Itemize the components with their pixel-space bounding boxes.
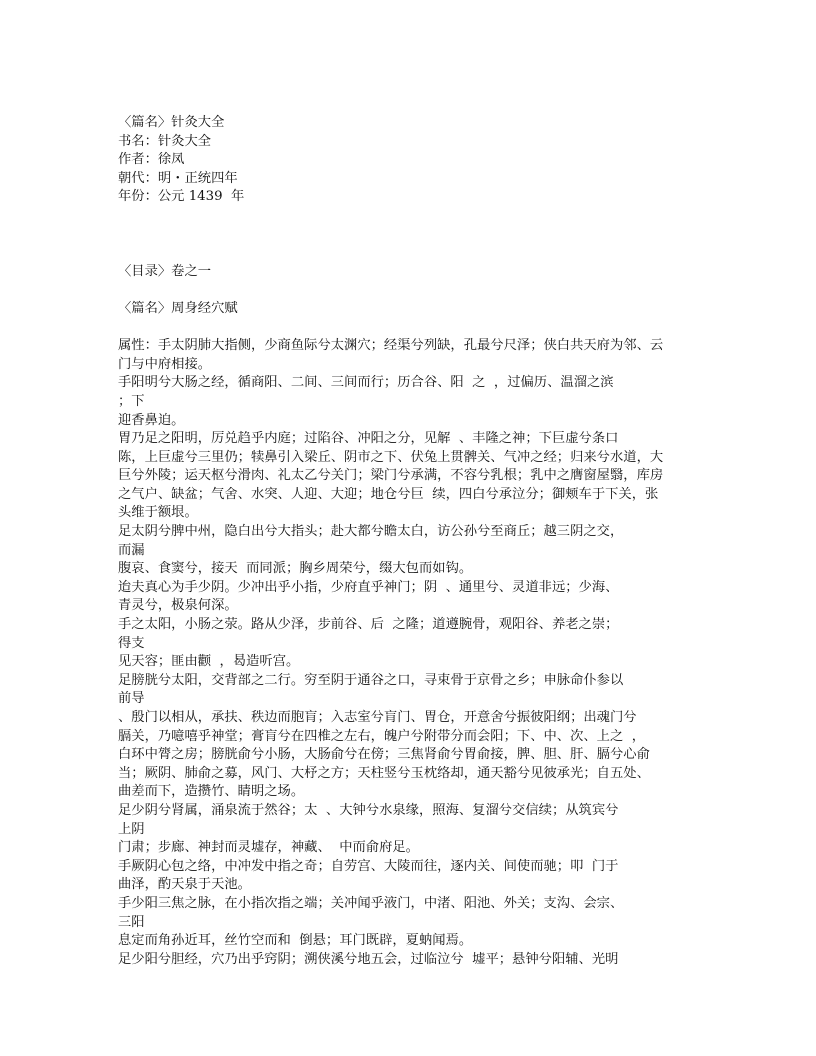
document-body bbox=[118, 114, 718, 969]
blank-line bbox=[118, 244, 718, 263]
blank-line bbox=[118, 319, 718, 338]
book-name: 书名：针灸大全 bbox=[118, 133, 212, 149]
text-line: 门与中府相接。 bbox=[118, 356, 212, 372]
text-line: 手阳明兮大肠之经，循商阳、二间、三间而行；历合谷、阳 之 ，过偏历、温溜之滨 bbox=[118, 375, 614, 391]
author: 作者：徐凤 bbox=[118, 152, 185, 168]
text-line: 白环中膂之房；膀胱俞兮小肠，大肠俞兮在傍；三焦肾俞兮胃俞接，脾、胆、肝、膈兮心俞 bbox=[118, 747, 650, 763]
text-line: 巨兮外陵；运天枢兮滑肉、礼太乙兮关门；梁门兮承满，不容兮乳根；乳中之膺窗屋翳，库房 bbox=[118, 468, 664, 484]
blank-line bbox=[118, 281, 718, 300]
body-text bbox=[118, 337, 718, 969]
text-line: 得支 bbox=[118, 635, 145, 651]
text-line: 足少阴兮肾属，涌泉流于然谷；太 、大钟兮水泉缘，照海、复溜兮交信续；从筑宾兮 bbox=[118, 802, 619, 818]
text-line: 息定而角孙近耳，丝竹空而和 倒悬；耳门既辟，夏蚋闻焉。 bbox=[118, 933, 473, 949]
text-line: 见天容；匪由颧 ，曷造听宫。 bbox=[118, 654, 300, 670]
text-line: 三阳 bbox=[118, 914, 145, 930]
text-line: 而漏 bbox=[118, 542, 145, 558]
text-line: 当；厥阴、肺俞之募，风门、大杼之方；天柱竖兮玉枕络却，通天豁兮见彼承光；自五处、 bbox=[118, 765, 650, 781]
year: 年份：公元 1439 年 bbox=[118, 189, 245, 205]
blank-line bbox=[118, 207, 718, 226]
text-line: 头维于额垠。 bbox=[118, 505, 198, 521]
text-line: 手之太阳，小肠之荥。路从少泽，步前谷、后 之隆；道遵腕骨，观阳谷、养老之崇； bbox=[118, 617, 619, 633]
text-line: 胃乃足之阳明，厉兑趋乎内庭；过陷谷、冲阳之分，见解 、丰隆之神；下巨虚兮条口 bbox=[118, 431, 619, 447]
text-line: 之气户、缺盆；气舍、水突、人迎、大迎；地仓兮巨 续，四白兮承泣分；御颊车于下关，张 bbox=[118, 486, 659, 502]
text-line: 、殷门以相从，承扶、秩边而胞肓；入志室兮肓门、胃仓，开意舍兮振彼阳纲；出魂门兮 bbox=[118, 710, 637, 725]
text-line: 腹哀、食窦兮，接天 而同派；胸乡周荣兮，缀大包而如钩。 bbox=[118, 561, 473, 577]
text-line: 迎香鼻迫。 bbox=[118, 412, 185, 428]
dynasty: 朝代：明・正统四年 bbox=[118, 170, 238, 186]
text-line: 前导 bbox=[118, 691, 145, 707]
text-line: ；下 bbox=[118, 393, 145, 409]
text-line: 曲差而下，造攒竹、睛明之场。 bbox=[118, 784, 305, 800]
text-line: 属性：手太阴肺大指侧，少商鱼际兮太渊穴；经渠兮列缺，孔最兮尺泽；侠白共天府为邻、云 bbox=[118, 338, 664, 354]
blank-line bbox=[118, 226, 718, 245]
text-line: 手厥阴心包之络，中冲发中指之奇；自劳宫、大陵而往，逐内关、间使而驰；叩 门于 bbox=[118, 858, 619, 874]
text-line: 手少阳三焦之脉，在小指次指之端；关冲闻乎液门，中渚、阳池、外关；支沟、会宗、 bbox=[118, 895, 624, 911]
section-title: 〈篇名〉周身经穴赋 bbox=[118, 300, 238, 316]
table-of-contents-heading: 〈目录〉卷之一 bbox=[118, 263, 212, 279]
document-title: 〈篇名〉针灸大全 bbox=[118, 115, 225, 130]
text-line: 陈，上巨虚兮三里仍；犊鼻引入梁丘、阴市之下、伏兔上贯髀关、气冲之经；归来兮水道，大 bbox=[118, 449, 664, 465]
text-line: 足少阳兮胆经，穴乃出乎窍阴；溯侠溪兮地五会，过临泣兮 墟平；悬钟兮阳辅、光明 bbox=[118, 951, 619, 967]
text-line: 青灵兮，极泉何深。 bbox=[118, 598, 238, 614]
text-line: 上阴 bbox=[118, 821, 145, 837]
text-line: 曲泽，酌天泉于天池。 bbox=[118, 877, 251, 893]
text-line: 膈关，乃噫嘻乎神堂；膏肓兮在四椎之左右，魄户兮附带分而会阳；下、中、次、上之 ， bbox=[118, 728, 646, 744]
text-line: 足太阴兮脾中州，隐白出兮大指头；赴大都兮瞻太白，访公孙兮至商丘；越三阴之交， bbox=[118, 524, 624, 540]
text-line: 足膀胱兮太阳，交背部之二行。穷至阴于通谷之口，寻束骨于京骨之乡；申脉命仆参以 bbox=[118, 672, 624, 688]
text-line: 迨夫真心为手少阴。少冲出乎小指，少府直乎神门；阴 、通里兮、灵道非远；少海、 bbox=[118, 579, 619, 595]
text-line: 门肃；步廊、神封而灵墟存，神藏、 中而俞府足。 bbox=[118, 840, 419, 856]
